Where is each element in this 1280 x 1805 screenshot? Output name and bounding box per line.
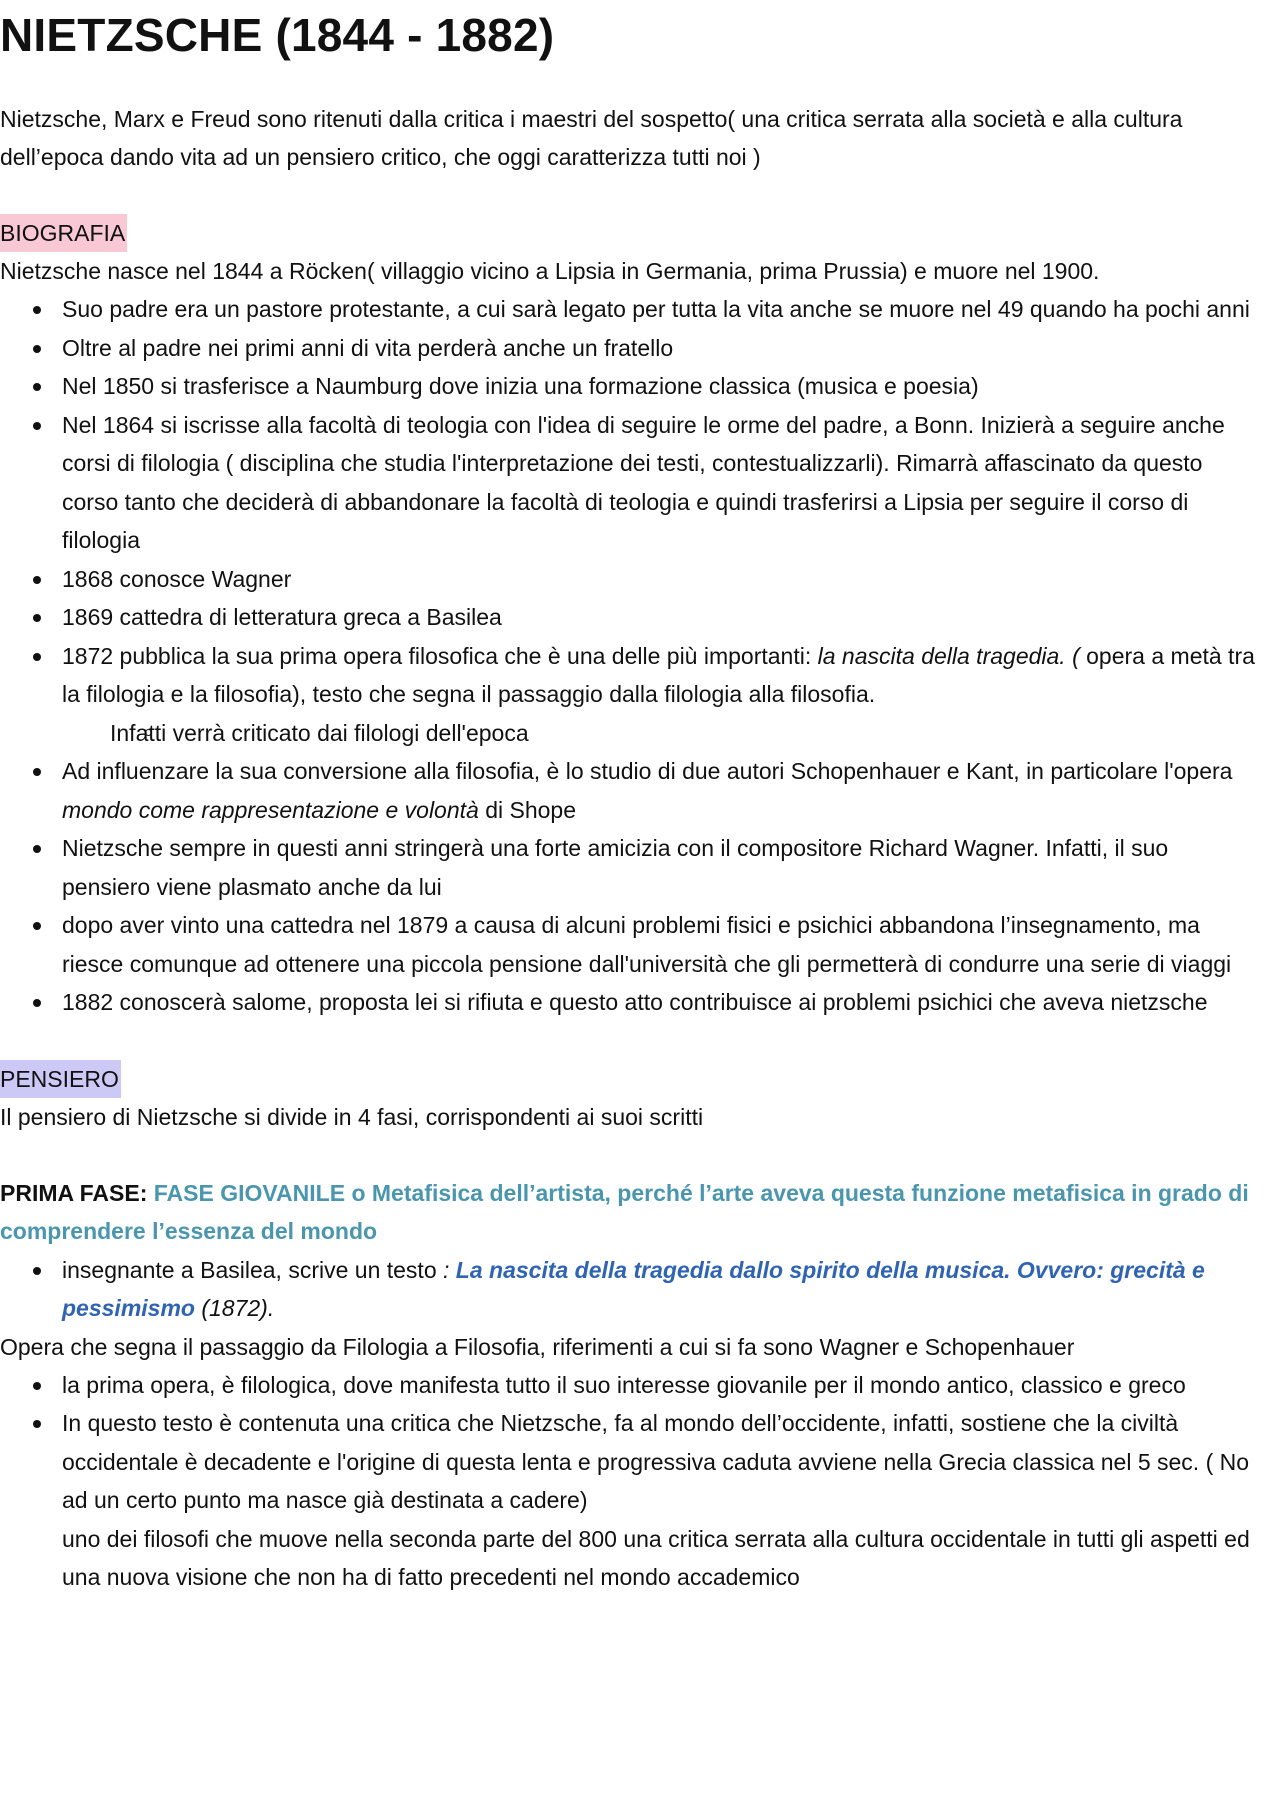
list-item-1872 <box>0 637 1280 753</box>
list-item: 1868 conosce Wagner <box>0 560 1280 599</box>
text: opera a metà tra la filologia e la filosofia), testo che segna il passaggio dalla filologia alla filosofia. <box>62 642 1255 707</box>
prima-fase-list <box>0 1251 1280 1328</box>
biografia-lead: Nietzsche nasce nel 1844 a Röcken( villaggio vicino a Lipsia in Germania, prima Prussia) e muore nel 1900. <box>0 258 1100 284</box>
sub-list-item: Infatti verrà criticato dai filologi dell'epoca <box>62 714 1262 753</box>
list-item: Nel 1850 si trasferisce a Naumburg dove inizia una formazione classica (musica e poesia) <box>0 367 1280 406</box>
list-item: 1882 conoscerà salome, proposta lei si rifiuta e questo atto contribuisce ai problemi psichici che aveva nietzsche <box>0 983 1280 1022</box>
year: (1872). <box>194 1295 275 1321</box>
list-item-schopenhauer <box>0 752 1280 829</box>
pensiero-section <box>0 1060 1280 1597</box>
spacer <box>0 176 1280 214</box>
intro-paragraph: Nietzsche, Marx e Freud sono ritenuti dalla critica i maestri del sospetto( una critica serrata alla società e alla cultura dell’epoca dando vita ad un pensiero critico, che oggi caratterizza tutti noi ) <box>0 106 1183 170</box>
text: Ad influenzare la sua conversione alla filosofia, è lo studio di due autori Schopenhauer e Kant, in particolare l'opera <box>62 758 1233 784</box>
phase-title: FASE GIOVANILE o Metafisica dell’artista, perché l’arte aveva questa funzione metafisica in grado di comprendere l’essenza del mondo <box>0 1179 1249 1244</box>
prima-fase-lead: Opera che segna il passaggio da Filologia a Filosofia, riferimenti a cui si fa sono Wagner e Schopenhauer <box>0 1333 1075 1360</box>
list-item: dopo aver vinto una cattedra nel 1879 a causa di alcuni problemi fisici e psichici abbandona l’insegnamento, ma riesce comunque ad ottenere una piccola pensione dall'università che gli permetterà di condurre una serie di viaggi <box>0 906 1280 983</box>
book-title: la nascita della tragedia. ( <box>817 642 1080 669</box>
pensiero-lead: Il pensiero di Nietzsche si divide in 4 fasi, corrispondenti ai suoi scritti <box>0 1103 704 1130</box>
spacer <box>0 1136 1280 1174</box>
pensiero-heading: PENSIERO <box>0 1060 121 1098</box>
biografia-heading: BIOGRAFIA <box>0 214 127 252</box>
list-item: Nietzsche sempre in questi anni stringerà una forte amicizia con il compositore Richard Wagner. Infatti, il suo pensiero viene plasmato anche da lui <box>0 829 1280 906</box>
text: insegnante a Basilea, scrive un testo <box>62 1256 444 1283</box>
prima-fase-heading <box>0 1174 1280 1251</box>
book-title: La nascita della tragedia dallo spirito della musica. Ovvero: grecità e pessimismo <box>62 1256 1205 1321</box>
text: 1872 pubblica la sua prima opera filosofica che è una delle più importanti: <box>62 642 818 669</box>
page-title: NIETZSCHE (1844 - 1882) <box>0 9 555 61</box>
text: In questo testo è contenuta una critica che Nietzsche, fa al mondo dell’occidente, infatti, sostiene che la civiltà occidentale è decadente e l'origine di questa lenta e progressiva caduta avviene nella Grecia classica nel 5 sec. ( No ad un certo punto ma nasce già destinata a cadere) <box>62 1410 1250 1513</box>
list-item: Oltre al padre nei primi anni di vita perderà anche un fratello <box>0 329 1280 368</box>
list-item: 1869 cattedra di letteratura greca a Basilea <box>0 598 1280 637</box>
text: di Shope <box>478 796 577 823</box>
list-item: Suo padre era un pastore protestante, a cui sarà legato per tutta la vita anche se muore nel 49 quando ha pochi anni <box>0 290 1280 329</box>
biografia-list <box>0 290 1280 1022</box>
prima-fase-list-2 <box>0 1366 1280 1597</box>
list-item <box>0 1404 1280 1597</box>
list-item <box>0 1251 1280 1328</box>
spacer <box>0 1022 1280 1060</box>
phase-label: PRIMA FASE: <box>0 1179 154 1206</box>
colon: : <box>443 1256 456 1283</box>
text-continuation: uno dei filosofi che muove nella seconda parte del 800 una critica serrata alla cultura occidentale in tutti gli aspetti ed una nuova visione che non ha di fatto precedenti nel mondo accademico <box>62 1525 1250 1590</box>
list-item: la prima opera, è filologica, dove manifesta tutto il suo interesse giovanile per il mondo antico, classico e greco <box>0 1366 1280 1405</box>
biografia-section <box>0 214 1280 1022</box>
book-title: mondo come rappresentazione e volontà <box>62 796 479 823</box>
sub-list <box>62 714 1262 753</box>
list-item: Nel 1864 si iscrisse alla facoltà di teologia con l'idea di seguire le orme del padre, a Bonn. Inizierà a seguire anche corsi di filologia ( disciplina che studia l'interpretazione dei testi, contestualizzarli). Rimarrà affascinato da questo corso tanto che deciderà di abbandonare la facoltà di teologia e quindi trasferirsi a Lipsia per seguire il corso di filologia <box>0 406 1280 560</box>
